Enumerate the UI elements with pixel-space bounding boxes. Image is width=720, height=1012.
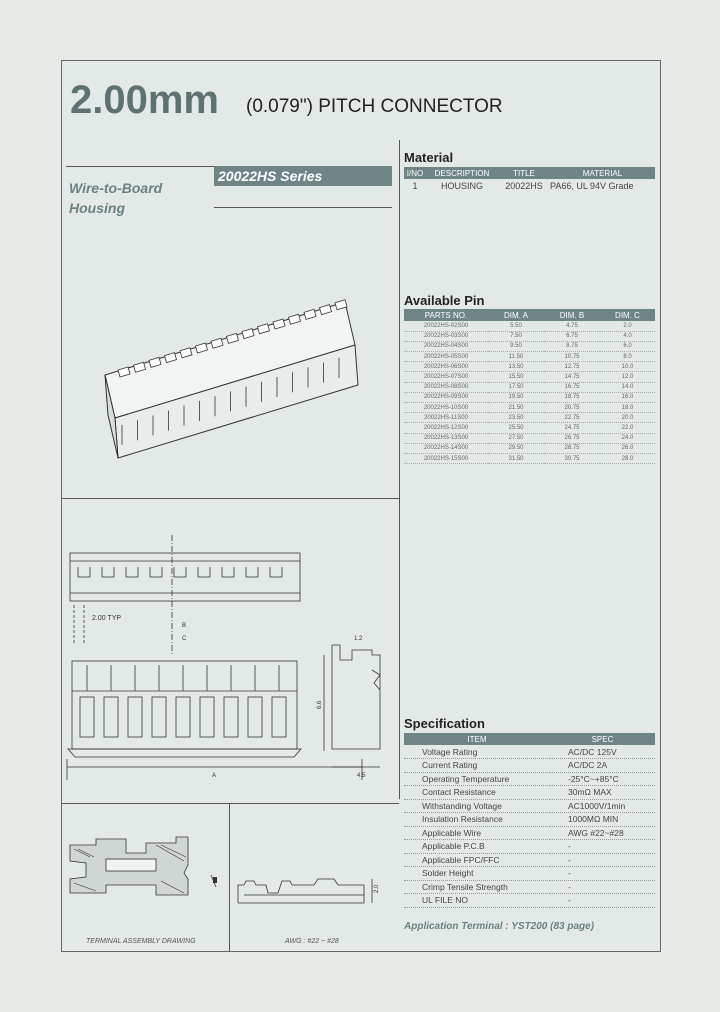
side-width-label: 4.5	[357, 773, 366, 779]
spec-cell: -	[550, 840, 655, 854]
top-view-slot	[102, 567, 114, 577]
pin-row	[404, 352, 655, 362]
pin-cell: 20022HS-03S00	[404, 331, 488, 341]
material-row	[404, 179, 655, 192]
available-pin-title: Available Pin	[404, 293, 485, 308]
dim-b-label: B	[182, 623, 187, 629]
spec-cell: -25°C~+85°C	[550, 772, 655, 786]
pin-cell: 27.50	[488, 433, 544, 443]
pin-cell: 24.0	[600, 433, 655, 443]
pin-cell: 20022HS-07S00	[404, 372, 488, 382]
spec-row	[404, 894, 655, 908]
front-view-slot	[248, 697, 262, 737]
top-view-slot	[126, 567, 138, 577]
spec-cell: UL FILE NO	[404, 894, 550, 908]
spec-row	[404, 759, 655, 773]
pitch-size: 2.00mm	[70, 78, 219, 122]
category	[69, 178, 162, 218]
spec-cell: AC/DC 125V	[550, 745, 655, 759]
divider	[62, 498, 399, 499]
pin-row	[404, 341, 655, 351]
specification-title: Specification	[404, 716, 485, 731]
spec-row	[404, 826, 655, 840]
pin-cell: 30.75	[544, 453, 600, 463]
pin-cell: 6.75	[544, 331, 600, 341]
spec-cell: Withstanding Voltage	[404, 799, 550, 813]
pin-row	[404, 423, 655, 433]
page-title: (0.079") PITCH CONNECTOR	[246, 96, 503, 117]
spec-cell: -	[550, 853, 655, 867]
pin-cell: 10.0	[600, 362, 655, 372]
pin-row	[404, 392, 655, 402]
pin-cell: 20022HS-14S00	[404, 443, 488, 453]
pin-cell: 21.50	[488, 403, 544, 413]
pin-cell: 9.50	[488, 341, 544, 351]
pin-cell: 20022HS-05S00	[404, 352, 488, 362]
spec-cell: -	[550, 867, 655, 881]
spec-cell: Crimp Tensile Strength	[404, 880, 550, 894]
spec-cell: Voltage Rating	[404, 745, 550, 759]
pin-cell: 4.75	[544, 321, 600, 331]
top-view-slot	[198, 567, 210, 577]
front-view-slot	[272, 697, 286, 737]
material-cell: 20022HS	[505, 180, 543, 191]
pin-row	[404, 453, 655, 463]
pin-cell: 22.0	[600, 423, 655, 433]
spec-cell: Operating Temperature	[404, 772, 550, 786]
pin-cell: 14.75	[544, 372, 600, 382]
pin-row	[404, 382, 655, 392]
pin-row	[404, 403, 655, 413]
spec-cell: AC/DC 2A	[550, 759, 655, 773]
material-cell: HOUSING	[440, 180, 483, 191]
pin-cell: 20022HS-06S00	[404, 362, 488, 372]
pin-cell: 18.0	[600, 403, 655, 413]
front-view-slot	[128, 697, 142, 737]
spec-cell: Applicable Wire	[404, 826, 550, 840]
pitch-dimension: 2.00 TYP	[92, 615, 122, 622]
pin-cell: 20022HS-09S00	[404, 392, 488, 402]
pin-cell: 19.50	[488, 392, 544, 402]
material-header-cell: DESCRIPTION	[426, 167, 498, 179]
pin-cell: 28.75	[544, 443, 600, 453]
spec-row	[404, 786, 655, 800]
pin-row	[404, 362, 655, 372]
pin-cell: 16.0	[600, 392, 655, 402]
divider	[399, 140, 400, 799]
pin-cell: 29.50	[488, 443, 544, 453]
pin-header-cell: PARTS NO.	[404, 309, 488, 321]
spec-cell: 30mΩ MAX	[550, 786, 655, 800]
pin-row	[404, 321, 655, 331]
terminal-assembly-drawing	[66, 815, 226, 935]
dim-a-label: A	[212, 773, 217, 779]
pin-header-cell: DIM. A	[488, 309, 544, 321]
height-label: 6.6	[317, 700, 323, 709]
dim-c-label: C	[182, 636, 187, 642]
pin-cell: 13.50	[488, 362, 544, 372]
technical-drawing	[62, 505, 398, 800]
pin-row	[404, 331, 655, 341]
pin-cell: 20.75	[544, 403, 600, 413]
top-dim-label: 1.2	[354, 636, 363, 642]
spec-cell: Insulation Resistance	[404, 813, 550, 827]
front-view-slot	[224, 697, 238, 737]
top-view-slot	[270, 567, 282, 577]
terminal-dim-label: 2.0	[374, 884, 380, 893]
category-line2: Housing	[69, 200, 125, 216]
spec-cell: Current Rating	[404, 759, 550, 773]
front-view-slot	[104, 697, 118, 737]
caption-awg: AWG : #22 ~ #28	[285, 938, 339, 945]
pin-cell: 7.50	[488, 331, 544, 341]
spec-cell: -	[550, 894, 655, 908]
pin-cell: 20022HS-11S00	[404, 413, 488, 423]
pin-cell: 20022HS-10S00	[404, 403, 488, 413]
caption-terminal-assembly: TERMINAL ASSEMBLY DRAWING	[86, 938, 196, 945]
pin-cell: 24.75	[544, 423, 600, 433]
specification-table	[404, 733, 655, 908]
pin-cell: 5.50	[488, 321, 544, 331]
pin-cell: 8.75	[544, 341, 600, 351]
connector-3d-image	[100, 290, 360, 460]
pin-cell: 14.0	[600, 382, 655, 392]
pin-cell: 6.0	[600, 341, 655, 351]
pin-cell: 28.0	[600, 453, 655, 463]
material-header-cell: TITLE	[498, 167, 550, 179]
spec-cell: AWG #22~#28	[550, 826, 655, 840]
top-view-slot	[222, 567, 234, 577]
divider	[62, 803, 399, 804]
pin-cell: 4.0	[600, 331, 655, 341]
pin-row	[404, 443, 655, 453]
pin-cell: 20022HS-04S00	[404, 341, 488, 351]
pin-cell: 17.50	[488, 382, 544, 392]
pin-cell: 12.75	[544, 362, 600, 372]
spec-header-cell: SPEC	[550, 733, 655, 745]
front-view-slot	[152, 697, 166, 737]
pin-row	[404, 413, 655, 423]
pin-cell: 20.0	[600, 413, 655, 423]
front-view-slot	[200, 697, 214, 737]
spec-row	[404, 880, 655, 894]
pin-cell: 20022HS-08S00	[404, 382, 488, 392]
top-view-slot	[174, 567, 186, 577]
pin-cell: 8.0	[600, 352, 655, 362]
pin-cell: 23.50	[488, 413, 544, 423]
terminal-drawing	[234, 845, 394, 915]
category-line1: Wire-to-Board	[69, 180, 163, 196]
divider	[229, 803, 230, 952]
divider	[214, 207, 392, 208]
pin-row	[404, 433, 655, 443]
spec-cell: 1000MΩ MIN	[550, 813, 655, 827]
pin-cell: 25.50	[488, 423, 544, 433]
spec-cell: Contact Resistance	[404, 786, 550, 800]
spec-row	[404, 840, 655, 854]
pin-header-cell: DIM. B	[544, 309, 600, 321]
pin-cell: 20022HS-12S00	[404, 423, 488, 433]
top-view-slot	[246, 567, 258, 577]
material-header-cell: I/NO	[404, 167, 426, 179]
spec-row	[404, 799, 655, 813]
available-pin-table	[404, 309, 655, 464]
pin-cell: 18.75	[544, 392, 600, 402]
pin-cell: 26.0	[600, 443, 655, 453]
pin-cell: 20022HS-02S00	[404, 321, 488, 331]
spec-cell: -	[550, 880, 655, 894]
pin-cell: 11.50	[488, 352, 544, 362]
material-table	[404, 167, 655, 192]
pin-cell: 15.50	[488, 372, 544, 382]
spec-row	[404, 772, 655, 786]
spec-cell: Applicable FPC/FFC	[404, 853, 550, 867]
spec-row	[404, 813, 655, 827]
front-view-slot	[80, 697, 94, 737]
pin-cell: 26.75	[544, 433, 600, 443]
pin-header-cell: DIM. C	[600, 309, 655, 321]
pin-cell: 20022HS-15S00	[404, 453, 488, 463]
top-view-slot	[150, 567, 162, 577]
spec-row	[404, 745, 655, 759]
pin-cell: 2.0	[600, 321, 655, 331]
spec-cell: AC1000V/1min	[550, 799, 655, 813]
material-title: Material	[404, 150, 454, 165]
application-terminal: Application Terminal : YST200 (83 page)	[404, 921, 595, 932]
series-label: 20022HS Series	[214, 166, 392, 186]
spec-row	[404, 867, 655, 881]
material-cell: 1	[412, 180, 418, 191]
pin-cell: 12.0	[600, 372, 655, 382]
top-view-slot	[78, 567, 90, 577]
pin-cell: 31.50	[488, 453, 544, 463]
spec-row	[404, 853, 655, 867]
front-view-slot	[176, 697, 190, 737]
material-cell: PA66, UL 94V Grade	[550, 180, 634, 191]
pin-cell: 22.75	[544, 413, 600, 423]
pin-cell: 10.75	[544, 352, 600, 362]
pin-row	[404, 372, 655, 382]
pin-cell: 20022HS-13S00	[404, 433, 488, 443]
spec-cell: Solder Height	[404, 867, 550, 881]
spec-cell: Applicable P.C.B	[404, 840, 550, 854]
spec-header-cell: ITEM	[404, 733, 550, 745]
material-header-cell: MATERIAL	[550, 167, 655, 179]
pin-cell: 16.75	[544, 382, 600, 392]
